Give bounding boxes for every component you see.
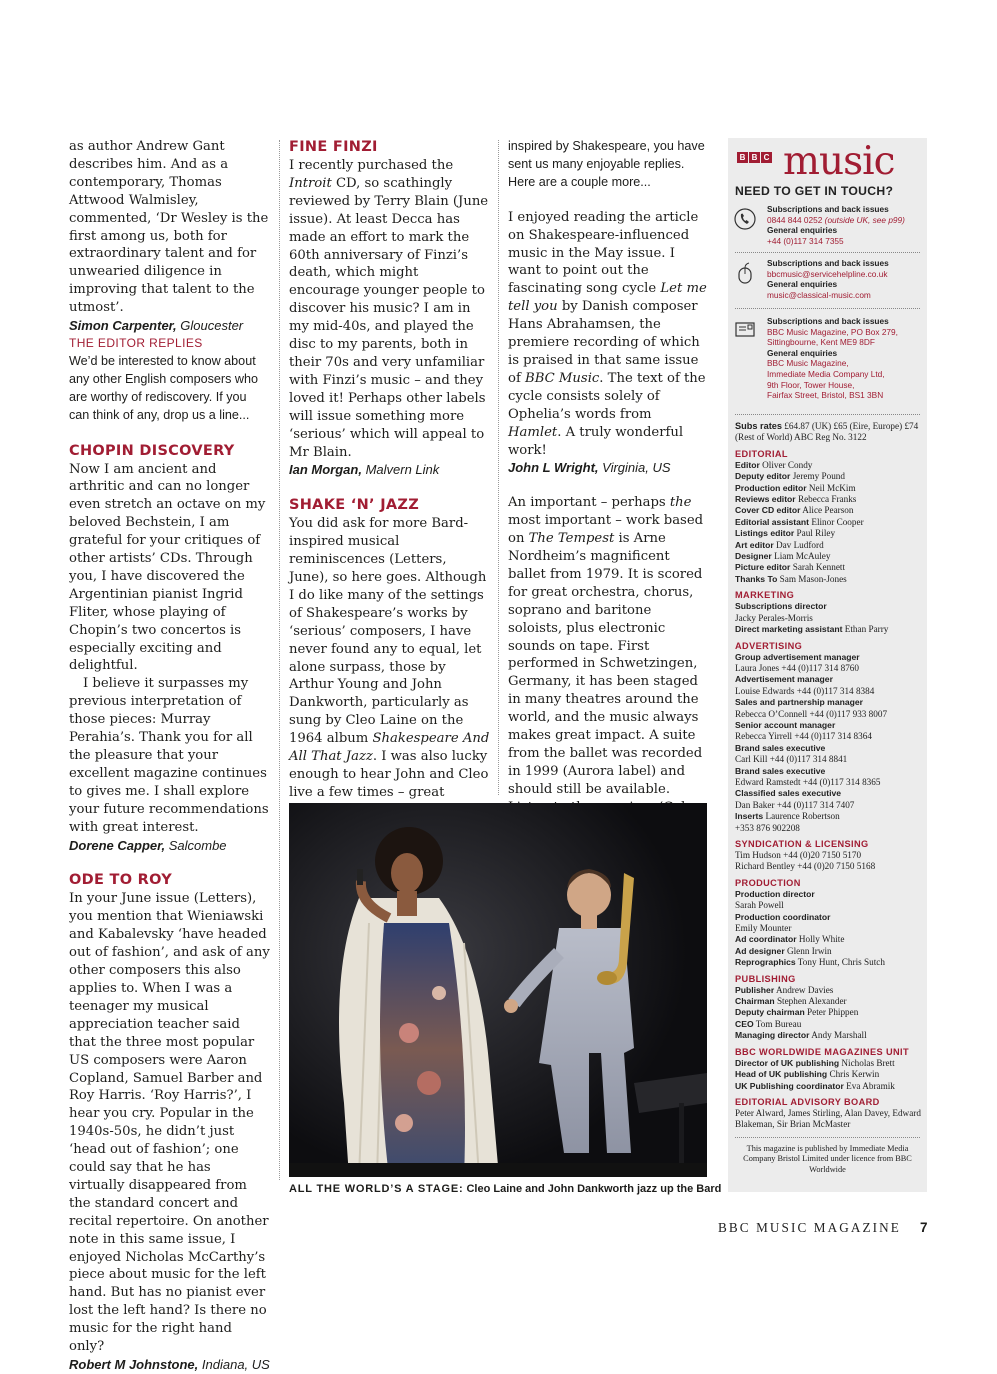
staff-listing xyxy=(735,421,925,1131)
staff-row: Editorial assistant Elinor Cooper xyxy=(735,516,864,527)
letter-icon xyxy=(734,318,756,340)
letter-text: I believe it surpasses my previous interpretation of those pieces: Murray Perahia’s. Thank you for all the pleasure that your excellent magazine continues to gives me. I shall explore your future recommendations with great interest. xyxy=(69,676,269,835)
signature-place: Virginia, US xyxy=(602,460,671,476)
editor-reply-text: inspired by Shakespeare, you have sent us many enjoyable replies. Here are a couple more... xyxy=(508,139,705,189)
letter-heading: ODE TO ROY xyxy=(69,872,173,889)
staff-row: Rebecca Yirrell +44 (0)117 314 8364 xyxy=(735,731,872,742)
photo-caption xyxy=(289,1183,729,1195)
staff-row: Louise Edwards +44 (0)117 314 8384 xyxy=(735,685,875,696)
divider xyxy=(735,252,920,253)
divider xyxy=(735,414,920,415)
section-heading: MARKETING xyxy=(735,590,795,601)
publisher-note: This magazine is published by Immediate Media Company Bristol Limited under licence from BBC Worldwide xyxy=(743,1144,912,1174)
staff-row: CEO Tom Bureau xyxy=(735,1018,802,1029)
editor-replies-label: THE EDITOR REPLIES xyxy=(69,335,203,350)
staff-row: Reprographics Tony Hunt, Chris Sutch xyxy=(735,957,885,968)
letter-text: In your June issue (Letters), you mention that Wieniawski and Kabalevsky ‘have headed out of fashion’, and ask of any other composers this also applies to. When I was a teenager my musical appreciation teacher said that the three most popular US composers were Aaron Copland, Samuel Barber and Roy Harris. ‘Roy Harris?’, I hear you cry. Popular in the 1940s-50s, he didn’t just ‘head out of fashion’; one could say that he has virtually disappeared from the standard concert and recital repertoire. On another note in this same issue, I enjoyed Nicholas McCarthy’s piece about music for the left hand. But has no pianist ever lost the left hand? Is there no music for the right hand only? xyxy=(69,891,270,1355)
mouse-icon xyxy=(734,262,756,284)
divider xyxy=(735,1137,920,1138)
contact-heading: NEED TO GET IN TOUCH? xyxy=(735,184,894,198)
signature-place: Indiana, US xyxy=(201,1357,270,1372)
page-number: 7 xyxy=(920,1220,928,1235)
staff-row: Reviews editor Rebecca Franks xyxy=(735,494,857,505)
staff-row: Production editor Neil McKim xyxy=(735,482,856,493)
column-3 xyxy=(508,138,709,888)
signature-name: Simon Carpenter, xyxy=(69,318,177,334)
letter-heading: SHAKE ‘N’ JAZZ xyxy=(289,497,420,514)
letter-text: You did ask for more Bard-inspired musical reminiscences (Letters, June), so here goes. Although I do like many of the settings of Shakespeare’s works by ‘serious’ composers, I have never found any to equal, let alone surpass, those by Arthur Young and John Dankworth, particularly as sung by Cleo Laine on the 1964 album Shakespeare And All That Jazz. I was also lucky enough to hear John and Cleo live a few times – great xyxy=(289,516,490,800)
editor-reply-text: We’d be interested to know about any other English composers who are worthy of rediscovery. If you can think of any, drop us a line... xyxy=(69,353,259,422)
email-contact: Subscriptions and back issues bbcmusic@servicehelpline.co.uk General enquiries music@classical-music.com xyxy=(767,258,889,300)
section-heading: BBC WORLDWIDE MAGAZINES UNIT xyxy=(735,1046,910,1057)
staff-row: Sarah Powell xyxy=(735,900,784,911)
magazine-footer: BBC MUSIC MAGAZINE xyxy=(718,1220,901,1235)
staff-row: Edward Ramstedt +44 (0)117 314 8365 xyxy=(735,776,881,787)
bbc-logo-block: B xyxy=(737,152,748,163)
stage-photo-illustration xyxy=(289,803,707,1177)
letter-text: Now I am ancient and arthritic and can no longer even stretch an octave on my beloved Bechstein, I am grateful for your critiques of other artists’ CDs. Through you, I have discovered the Argentinian pianist Ingrid Fliter, whose playing of Chopin’s two concertos is especially exciting and delightful. xyxy=(69,461,266,674)
staff-row: Classified sales executive xyxy=(735,788,842,799)
letter-signature xyxy=(69,837,270,855)
phone-icon xyxy=(734,208,756,230)
staff-row: Rebecca O’Connell +44 (0)117 933 8007 xyxy=(735,708,888,719)
letter-signature xyxy=(508,459,709,477)
bbc-logo-block: C xyxy=(761,152,772,163)
letter-heading: FINE FINZI xyxy=(289,139,378,155)
staff-row: Director of UK publishing Nicholas Brett xyxy=(735,1057,895,1068)
caption-lead: ALL THE WORLD’S A STAGE: xyxy=(289,1183,464,1195)
postal-contact: Subscriptions and back issues BBC Music Magazine, PO Box 279, Sittingbourne, Kent ME9 8DF General enquiries BBC Music Magazine, Immediate Media Company Ltd, 9th Floor, Tower House, Fairfax Street, Bristol, BS1 3BN xyxy=(767,316,898,401)
music-wordmark: music xyxy=(783,139,895,184)
column-rule xyxy=(498,140,499,795)
staff-row: +353 876 902208 xyxy=(735,822,800,833)
letter-text: An important – perhaps the most important – work based on The Tempest is Arne Nordheim’s magnificent ballet from 1979. It is scored for great orchestra, chorus, soprano and baritone soloists, plus electronic sounds on tape. First performed in Schwetzingen, Germany, it has been staged in many theatres around the world, and the music always makes great impact. A suite from the ballet was recorded in 1999 (Aurora label) and should still be available. xyxy=(508,495,704,797)
staff-row: Publisher Andrew Davies xyxy=(735,984,834,995)
subs-rates: Subs rates £64.87 (UK) £65 (Eire, Europe) £74 (Rest of World) ABC Reg No. 3122 xyxy=(735,421,919,443)
letter-text: as author Andrew Gant describes him. And as a contemporary, Thomas Attwood Walmisley, commented, ‘Dr Wesley is the first among us, both for extraordinary talent and for unwearied diligence in improving that talent to the utmost’. xyxy=(69,139,269,316)
divider xyxy=(735,308,920,309)
staff-row: Sales and partnership manager xyxy=(735,697,863,708)
staff-row: Jacky Perales-Morris xyxy=(735,612,813,623)
letter-heading: CHOPIN DISCOVERY xyxy=(69,442,235,459)
staff-row: Picture editor Sarah Kennett xyxy=(735,562,846,573)
staff-row: Art editor Dav Ludford xyxy=(735,539,824,550)
staff-row: Emily Mounter xyxy=(735,923,792,934)
staff-row: Advertisement manager xyxy=(735,674,833,685)
staff-row: Tim Hudson +44 (0)20 7150 5170 xyxy=(735,850,862,860)
staff-row: Subscriptions director xyxy=(735,601,827,612)
staff-row: Cover CD editor Alice Pearson xyxy=(735,505,854,516)
signature-name: John L Wright, xyxy=(508,460,599,476)
staff-row: Carl Kill +44 (0)117 314 8841 xyxy=(735,754,848,765)
staff-row: Richard Bentley +44 (0)20 7150 5168 xyxy=(735,861,876,872)
staff-row: Production coordinator xyxy=(735,911,831,922)
signature-name: Dorene Capper, xyxy=(69,837,166,853)
letter-text: I recently purchased the Introit CD, so scathingly reviewed by Terry Blain (June issue). At least Decca has made an effort to mark the 60th anniversary of Finzi’s death, which might encourage younger people to discover his music? I am in my mid-40s, and played the disc to my parents, both in their 70s and very unfamiliar with Finzi’s music – and they loved it! Perhaps other labels will issue something more ‘serious’ which will appeal to Mr Blain. xyxy=(289,158,489,460)
column-1 xyxy=(69,138,270,1374)
staff-row: Head of UK publishing Chris Kerwin xyxy=(735,1069,880,1080)
signature-place: Malvern Link xyxy=(365,462,440,478)
staff-row: Production director xyxy=(735,888,815,899)
stage-photo xyxy=(289,803,707,1177)
signature-name: Ian Morgan, xyxy=(289,462,362,478)
column-rule xyxy=(279,140,280,1180)
staff-row: Listings editor Paul Riley xyxy=(735,528,836,539)
staff-row: Dan Baker +44 (0)117 314 7407 xyxy=(735,799,855,810)
staff-row: Thanks To Sam Mason-Jones xyxy=(735,573,847,584)
staff-row: Deputy editor Jeremy Pound xyxy=(735,471,845,482)
staff-row: Deputy chairman Peter Phippen xyxy=(735,1007,859,1018)
section-heading: PUBLISHING xyxy=(735,973,796,984)
staff-row: Direct marketing assistant Ethan Parry xyxy=(735,624,889,635)
section-heading: EDITORIAL ADVISORY BOARD xyxy=(735,1096,880,1107)
letter-text: I enjoyed reading the article on Shakespeare-influenced music in the May issue. I want to point out the fascinating song cycle Let me tell you by Danish composer Hans Abrahamsen, the premiere recording of which is praised in that same issue of BBC Music. The text of the cycle consists solely of Ophelia’s words from Hamlet. A truly wonderful work! xyxy=(508,209,707,458)
staff-row: Designer Liam McAuley xyxy=(735,551,831,562)
staff-row: Laura Jones +44 (0)117 314 8760 xyxy=(735,662,859,673)
letter-signature xyxy=(69,317,270,335)
staff-row: Inserts Laurence Robertson xyxy=(735,811,840,822)
staff-row: Chairman Stephen Alexander xyxy=(735,996,847,1007)
signature-place: Salcombe xyxy=(168,837,227,853)
letter-signature xyxy=(289,461,490,479)
staff-row: Brand sales executive xyxy=(735,742,826,753)
masthead-sidebar xyxy=(728,138,927,1192)
section-heading: EDITORIAL xyxy=(735,448,788,459)
staff-row: Senior account manager xyxy=(735,719,836,730)
bbc-logo-block: B xyxy=(749,152,760,163)
caption-text: Cleo Laine and John Dankworth jazz up the Bard xyxy=(463,1183,722,1195)
staff-row: Group advertisement manager xyxy=(735,651,860,662)
signature-name: Robert M Johnstone, xyxy=(69,1357,199,1372)
section-heading: ADVERTISING xyxy=(735,640,803,651)
staff-row: Editor Oliver Condy xyxy=(735,459,813,470)
staff-row: Brand sales executive xyxy=(735,765,826,776)
staff-row: Ad coordinator Holly White xyxy=(735,934,845,945)
phone-contact: Subscriptions and back issues 0844 844 0252 (outside UK, see p99) General enquiries +44 (0)117 314 7355 xyxy=(767,204,905,246)
staff-row: Managing director Andy Marshall xyxy=(735,1030,867,1041)
staff-row: Ad designer Glenn Irwin xyxy=(735,945,832,956)
letter-signature xyxy=(69,1356,270,1374)
section-heading: SYNDICATION & LICENSING xyxy=(735,839,869,849)
staff-row: Peter Alward, James Stirling, Alan Davey, Edward Blakeman, Sir Brian McMaster xyxy=(735,1107,921,1130)
staff-row: UK Publishing coordinator Eva Abramik xyxy=(735,1080,895,1091)
section-heading: PRODUCTION xyxy=(735,877,801,888)
bbc-music-logo xyxy=(737,139,923,184)
signature-place: Gloucester xyxy=(180,318,244,334)
column-2 xyxy=(289,138,490,891)
